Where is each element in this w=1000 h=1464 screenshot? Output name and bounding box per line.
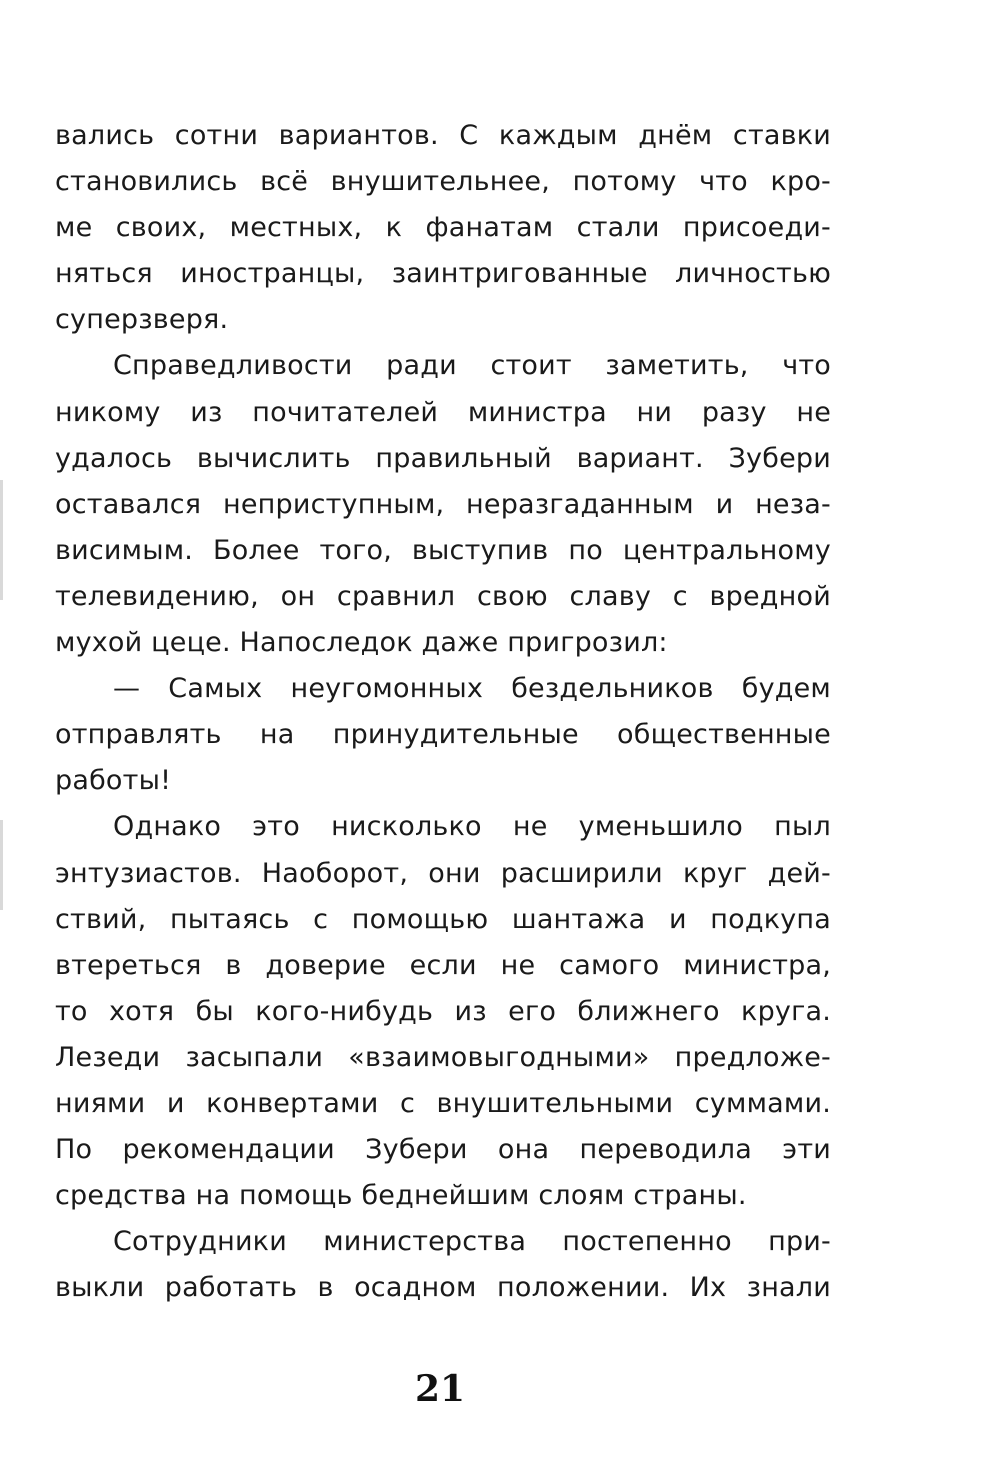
text-line: ствий, пытаясь с помощью шантажа и подкупа xyxy=(55,903,831,935)
text-line: Однако это нисколько не уменьшило пыл xyxy=(113,811,831,843)
text-line: няться иностранцы, заинтригованные личностью xyxy=(55,258,831,290)
text-line: никому из почитателей министра ни разу не xyxy=(55,396,831,428)
text-line: ниями и конвертами с внушительными суммами. xyxy=(55,1087,831,1119)
page-edge-shadow xyxy=(0,820,3,910)
page-edge-shadow xyxy=(0,480,3,600)
text-line: Лезеди засыпали «взаимовыгодными» предложе- xyxy=(55,1041,831,1073)
text-line: мухой цеце. Напоследок даже пригрозил: xyxy=(55,627,668,659)
text-line: отправлять на принудительные общественные xyxy=(55,719,831,751)
text-line: средства на помощь беднейшим слоям страны. xyxy=(55,1180,747,1212)
text-line: оставался неприступным, неразгаданным и неза- xyxy=(55,488,831,520)
paragraph xyxy=(55,804,831,1219)
text-line: удалось вычислить правильный вариант. Зубери xyxy=(55,442,831,474)
paragraph xyxy=(55,343,831,666)
paragraph xyxy=(55,666,831,804)
text-line: телевидению, он сравнил свою славу с вредной xyxy=(55,580,831,612)
body-text xyxy=(55,113,831,1311)
text-line: Сотрудники министерства постепенно при- xyxy=(113,1226,831,1258)
text-line: висимым. Более того, выступив по центральному xyxy=(55,534,831,566)
text-line: энтузиастов. Наоборот, они расширили круг дей- xyxy=(55,857,831,889)
text-line: По рекомендации Зубери она переводила эти xyxy=(55,1134,831,1166)
text-line: Справедливости ради стоит заметить, что xyxy=(113,350,831,382)
text-line: работы! xyxy=(55,765,172,797)
text-line: то хотя бы кого-нибудь из его ближнего круга. xyxy=(55,995,831,1027)
text-line: суперзверя. xyxy=(55,304,229,336)
text-line: — Самых неугомонных бездельников будем xyxy=(113,673,831,705)
page-number: 21 xyxy=(414,1368,466,1410)
text-line: втереться в доверие если не самого министра, xyxy=(55,949,831,981)
text-line: выкли работать в осадном положении. Их знали xyxy=(55,1272,831,1304)
text-line: вались сотни вариантов. С каждым днём ставки xyxy=(55,120,831,151)
paragraph xyxy=(55,113,831,343)
text-line: становились всё внушительнее, потому что кро- xyxy=(55,166,831,198)
text-line: ме своих, местных, к фанатам стали присоеди- xyxy=(55,212,831,244)
paragraph xyxy=(55,1219,831,1311)
